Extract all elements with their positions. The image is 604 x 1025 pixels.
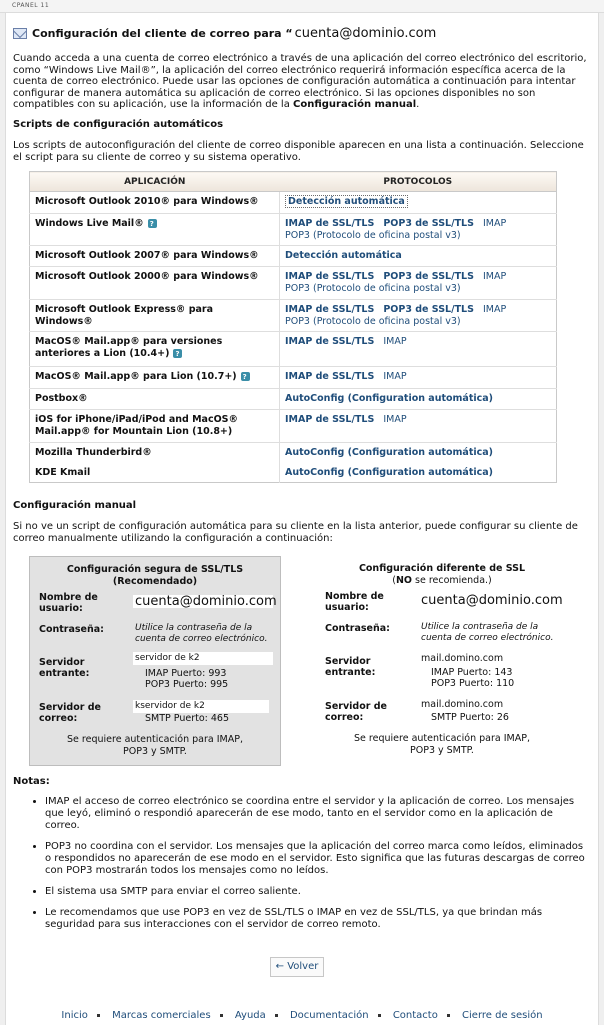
list-item: • IMAP el acceso de correo electrónico se coordina entre el servidor y la aplicación de correo. Los mensajes que leyó, eliminó o respondió aparecerán de ese modo, tanto en el servidor como en la aplicación de correo.	[45, 796, 588, 832]
incoming-label-line1: Servidor	[39, 657, 85, 668]
incoming-label-line2: entrante:	[325, 667, 376, 678]
pop3-link[interactable]: POP3 (Protocolo de oficina postal v3)	[285, 316, 461, 327]
footer-link-contact[interactable]: Contacto	[392, 1010, 438, 1021]
separator-dot	[97, 1014, 100, 1017]
protocols-cell	[280, 463, 557, 483]
app-name: iOS for iPhone/iPad/iPod and MacOS® Mail.app® for Mountain Lion (10.8+)	[30, 410, 280, 443]
outgoing-label-line2: correo:	[325, 712, 364, 723]
imap-link[interactable]: IMAP	[383, 336, 407, 347]
incoming-server-value: servidor de k2	[133, 652, 273, 665]
outgoing-server-label	[39, 702, 101, 724]
col-header-app: APLICACIÓN	[30, 172, 280, 192]
separator-dot	[378, 1014, 381, 1017]
app-name: Microsoft Outlook 2007® para Windows®	[30, 246, 280, 267]
auth-note	[30, 734, 280, 758]
username-label	[325, 591, 384, 613]
intro-end: .	[416, 99, 420, 110]
password-hint-line2: cuenta de correo electrónico.	[421, 633, 554, 643]
footer-link-home[interactable]: Inicio	[61, 1010, 88, 1021]
incoming-server-label	[39, 657, 89, 679]
imap-port: IMAP Puerto: 993	[145, 668, 227, 679]
help-icon[interactable]	[148, 219, 157, 228]
password-hint-line1: Utilice la contraseña de la	[135, 623, 253, 633]
password-hint-line1: Utilice la contraseña de la	[421, 622, 539, 632]
outgoing-label-line1: Servidor de	[325, 701, 387, 712]
protocols-cell	[280, 246, 557, 267]
smtp-port: SMTP Puerto: 26	[431, 712, 509, 723]
autodetect-link[interactable]: Detección automática	[285, 250, 402, 261]
back-button[interactable]: ← Volver	[270, 957, 324, 977]
imap-ssl-link[interactable]: IMAP de SSL/TLS	[285, 336, 375, 347]
incoming-label-line1: Servidor	[325, 656, 371, 667]
imap-ssl-link[interactable]: IMAP de SSL/TLS	[285, 304, 375, 315]
pop3-port: POP3 Puerto: 110	[431, 678, 515, 689]
protocols-cell	[280, 367, 557, 389]
smtp-port: SMTP Puerto: 465	[145, 713, 230, 724]
auth-note-line2: POP3 y SMTP.	[410, 745, 474, 756]
ssl-settings-panel	[29, 556, 281, 766]
auth-note	[316, 733, 568, 757]
imap-link[interactable]: IMAP	[383, 414, 407, 425]
protocols-cell	[280, 410, 557, 443]
pop3-ssl-link[interactable]: POP3 de SSL/TLS	[383, 304, 474, 315]
table-row	[30, 367, 557, 389]
table-row	[30, 214, 557, 246]
imap-port: IMAP Puerto: 143	[431, 667, 513, 678]
password-label: Contraseña:	[39, 624, 104, 635]
protocols-cell	[280, 332, 557, 367]
title-pre: (	[392, 575, 396, 586]
separator-dot	[275, 1014, 278, 1017]
table-row	[30, 192, 557, 214]
password-label: Contraseña:	[325, 623, 390, 634]
outgoing-server-value: kservidor de k2	[133, 700, 269, 713]
table-row	[30, 443, 557, 463]
col-header-protocols: PROTOCOLOS	[280, 172, 557, 192]
app-name-text: Windows Live Mail®	[35, 218, 144, 229]
pop3-ssl-link[interactable]: POP3 de SSL/TLS	[383, 218, 474, 229]
imap-ssl-link[interactable]: IMAP de SSL/TLS	[285, 414, 375, 425]
app-name-text: MacOS® Mail.app® para Lion (10.7+)	[35, 371, 237, 382]
page-title-text: Configuración del cliente de correo para “	[32, 27, 293, 40]
help-icon[interactable]	[173, 349, 182, 358]
imap-link[interactable]: IMAP	[482, 271, 507, 282]
footer-link-trademarks[interactable]: Marcas comerciales	[112, 1010, 211, 1021]
intro-bold: Configuración manual	[293, 99, 417, 110]
username-label	[39, 592, 98, 614]
help-icon[interactable]	[241, 372, 250, 381]
ssl-title-line1: Configuración segura de SSL/TLS	[66, 564, 244, 575]
incoming-ports	[145, 668, 228, 690]
auto-heading: Scripts de configuración automáticos	[13, 119, 224, 130]
imap-link[interactable]: IMAP	[482, 218, 507, 229]
auth-note-line2: POP3 y SMTP.	[123, 746, 187, 757]
non-ssl-settings-panel	[316, 556, 568, 766]
auto-text: Los scripts de autoconfiguración del cliente de correo disponible aparecen en una lista a continuación. Seleccione el script para su cliente de correo y su sistema operativo.	[13, 140, 584, 163]
notes-list	[33, 796, 588, 940]
manual-text: Si no ve un script de configuración automática para su cliente en la lista anterior, puede configurar su cliente de correo manualmente utilizando la configuración a continuación:	[13, 521, 578, 544]
autoconfig-link[interactable]: AutoConfig (Configuration automática)	[285, 393, 494, 404]
imap-ssl-link[interactable]: IMAP de SSL/TLS	[285, 218, 375, 229]
footer-link-docs[interactable]: Documentación	[289, 1010, 369, 1021]
username-label-line2: usuario:	[39, 603, 83, 614]
page-title	[32, 26, 436, 41]
autoconfig-table	[29, 171, 557, 483]
pop3-link[interactable]: POP3 (Protocolo de oficina postal v3)	[285, 230, 461, 241]
app-name: Mozilla Thunderbird®	[30, 443, 280, 463]
outgoing-server-value: mail.domino.com	[421, 699, 504, 710]
manual-heading: Configuración manual	[13, 500, 137, 511]
outgoing-label-line1: Servidor de	[39, 702, 101, 713]
intro-text: Cuando acceda a una cuenta de correo electrónico a través de una aplicación del correo electrónico del escritorio, como “Windows Live Mail®”, la aplicación del correo electrónico requerirá información específica acerca de la cuenta de correo electrónico. Puede usar las opciones de configuración automática a continuación para intentar configurar de manera automática su aplicación de correo electrónico. Si las opciones disponibles no son compatibles con su aplicación, use la información de la	[13, 53, 587, 110]
incoming-server-label	[325, 656, 375, 678]
table-row	[30, 410, 557, 443]
pop3-port: POP3 Puerto: 995	[145, 679, 229, 690]
mail-icon	[13, 28, 27, 39]
imap-ssl-link[interactable]: IMAP de SSL/TLS	[285, 371, 375, 382]
imap-link[interactable]: IMAP	[383, 371, 407, 382]
protocols-cell	[280, 214, 557, 246]
separator-dot	[220, 1014, 223, 1017]
footer-nav	[0, 1010, 604, 1021]
left-frame	[0, 0, 6, 1025]
password-hint	[421, 622, 553, 644]
app-name	[30, 214, 280, 246]
autoconfig-link[interactable]: AutoConfig (Configuration automática)	[285, 447, 494, 458]
app-name	[30, 332, 280, 367]
footer-link-logout[interactable]: Cierre de sesión	[462, 1010, 543, 1021]
outgoing-server-label	[325, 701, 387, 723]
password-hint-line2: cuenta de correo electrónico.	[135, 634, 268, 644]
imap-ssl-link[interactable]: IMAP de SSL/TLS	[285, 271, 375, 282]
imap-link[interactable]: IMAP	[482, 304, 507, 315]
table-row	[30, 267, 557, 300]
username-label-line2: usuario:	[325, 602, 369, 613]
non-ssl-panel-title	[316, 563, 568, 587]
autoconfig-link[interactable]: AutoConfig (Configuration automática)	[285, 466, 494, 478]
page-title-email: cuenta@dominio.com	[294, 26, 437, 41]
title-post: se recomienda.)	[412, 575, 492, 586]
ssl-panel-title	[30, 564, 280, 588]
protocols-cell	[280, 389, 557, 410]
top-bar	[0, 0, 604, 13]
auth-note-line1: Se requiere autenticación para IMAP,	[67, 734, 243, 745]
auth-note-line1: Se requiere autenticación para IMAP,	[354, 733, 530, 744]
intro-paragraph	[13, 53, 593, 111]
protocols-cell	[280, 443, 557, 463]
protocols-cell	[280, 267, 557, 300]
list-item: • Le recomendamos que use POP3 en vez de SSL/TLS o IMAP en vez de SSL/TLS, ya que brindan más seguridad para sus interacciones con el servidor de correo remoto.	[45, 907, 588, 931]
non-ssl-title-line2	[316, 575, 568, 587]
username-label-line1: Nombre de	[325, 591, 384, 602]
pop3-link[interactable]: POP3 (Protocolo de oficina postal v3)	[285, 283, 461, 294]
table-row	[30, 389, 557, 410]
notes-heading: Notas:	[13, 776, 50, 787]
right-frame	[598, 0, 604, 1025]
pop3-ssl-link[interactable]: POP3 de SSL/TLS	[383, 271, 474, 282]
table-row	[30, 332, 557, 367]
app-name: Microsoft Outlook 2010® para Windows®	[30, 192, 280, 214]
protocols-cell	[280, 192, 557, 214]
table-header-row	[30, 172, 557, 192]
ssl-title-line2: (Recomendado)	[112, 576, 198, 587]
app-name: Microsoft Outlook 2000® para Windows®	[30, 267, 280, 300]
protocols-cell	[280, 300, 557, 332]
incoming-label-line2: entrante:	[39, 668, 90, 679]
username-label-line1: Nombre de	[39, 592, 98, 603]
separator-dot	[447, 1014, 450, 1017]
brand-label: CPANEL 11	[12, 2, 50, 9]
footer-link-help[interactable]: Ayuda	[234, 1010, 266, 1021]
app-name-text: MacOS® Mail.app® para versiones anteriores a Lion (10.4+)	[35, 336, 223, 359]
app-name	[30, 367, 280, 389]
incoming-ports	[431, 667, 514, 689]
list-item: • POP3 no coordina con el servidor. Los mensajes que la aplicación del correo marca como leídos, eliminados o respondidos no aparecerán de ese modo en el servidor. Esto significa que las futuras descargas de correo con POP3 mostrarán todos los mensajes como no leídos.	[45, 841, 588, 877]
autodetect-link[interactable]: Detección automática	[285, 195, 408, 208]
password-hint	[135, 623, 267, 645]
outgoing-label-line2: correo:	[39, 713, 78, 724]
table-row	[30, 300, 557, 332]
table-row	[30, 463, 557, 483]
table-row	[30, 246, 557, 267]
app-name: Postbox®	[30, 389, 280, 410]
non-ssl-title-line1: Configuración diferente de SSL	[358, 563, 526, 574]
app-name: Microsoft Outlook Express® para Windows®	[30, 300, 280, 332]
username-value: cuenta@dominio.com	[135, 594, 277, 609]
app-name: KDE Kmail	[30, 463, 280, 483]
list-item: • El sistema usa SMTP para enviar el correo saliente.	[45, 886, 588, 898]
username-value: cuenta@dominio.com	[421, 593, 563, 608]
title-bold: NO	[395, 575, 412, 586]
incoming-server-value: mail.domino.com	[421, 653, 504, 664]
